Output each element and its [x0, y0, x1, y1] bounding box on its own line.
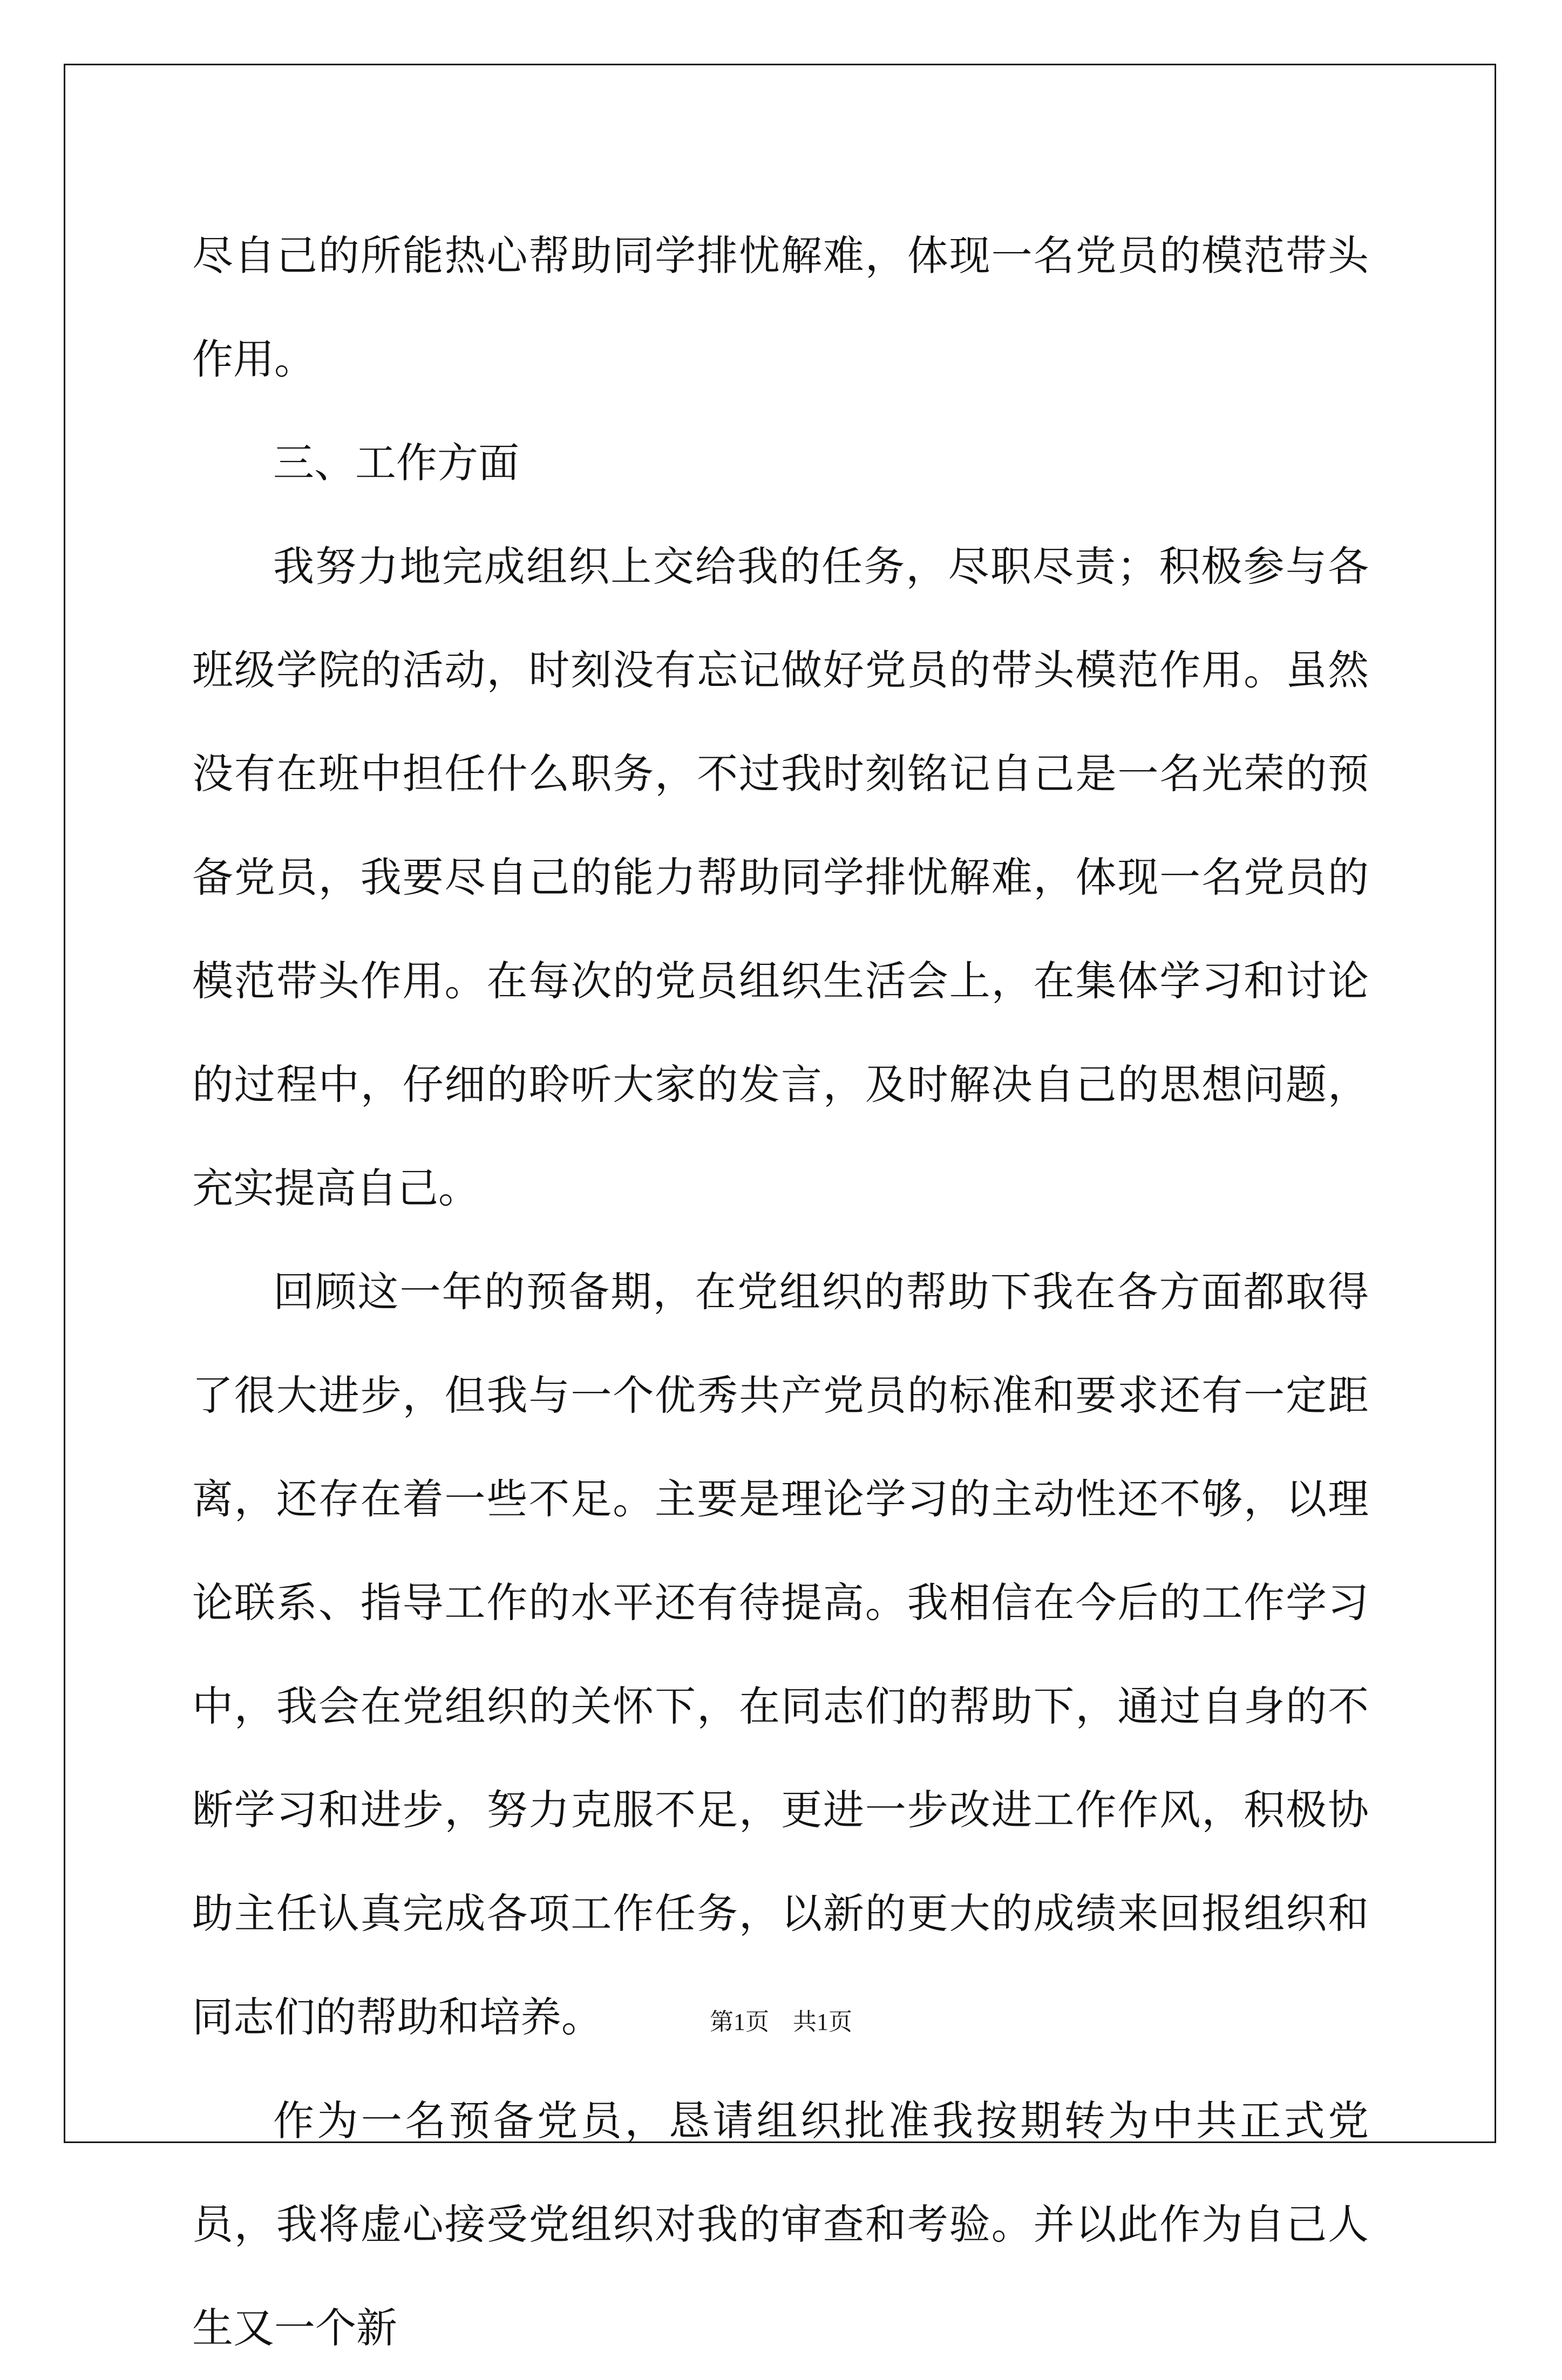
document-body	[192, 204, 1369, 2380]
paragraph: 尽自己的所能热心帮助同学排忧解难，体现一名党员的模范带头作用。	[192, 232, 1369, 383]
paragraph: 回顾这一年的预备期，在党组织的帮助下我在各方面都取得了很大进步，但我与一个优秀共产党员的标准和要求还有一定距离，还存在着一些不足。主要是理论学习的主动性还不够，以理论联系、指导工作的水平还有待提高。我相信在今后的工作学习中，我会在党组织的关怀下，在同志们的帮助下，通过自身的不断学习和进步，努力克服不足，更进一步改进工作作风，积极协助主任认真完成各项工作任务，以新的更大的成绩来回报组织和同志们的帮助和培养。	[192, 1268, 1369, 2041]
paragraph: 我努力地完成组织上交给我的任务，尽职尽责；积极参与各班级学院的活动，时刻没有忘记做好党员的带头模范作用。虽然没有在班中担任什么职务，不过我时刻铭记自己是一名光荣的预备党员，我要尽自己的能力帮助同学排忧解难，体现一名党员的模范带头作用。在每次的党员组织生活会上，在集体学习和讨论的过程中，仔细的聆听大家的发言，及时解决自己的思想问题，充实提高自己。	[192, 542, 1369, 1212]
page-footer: 第1页 共1页	[710, 2009, 852, 2035]
paragraph: 作为一名预备党员，恳请组织批准我按期转为中共正式党员，我将虚心接受党组织对我的审查和考验。并以此作为自己人生又一个新	[192, 2097, 1369, 2352]
section-heading: 三、工作方面	[273, 439, 519, 487]
